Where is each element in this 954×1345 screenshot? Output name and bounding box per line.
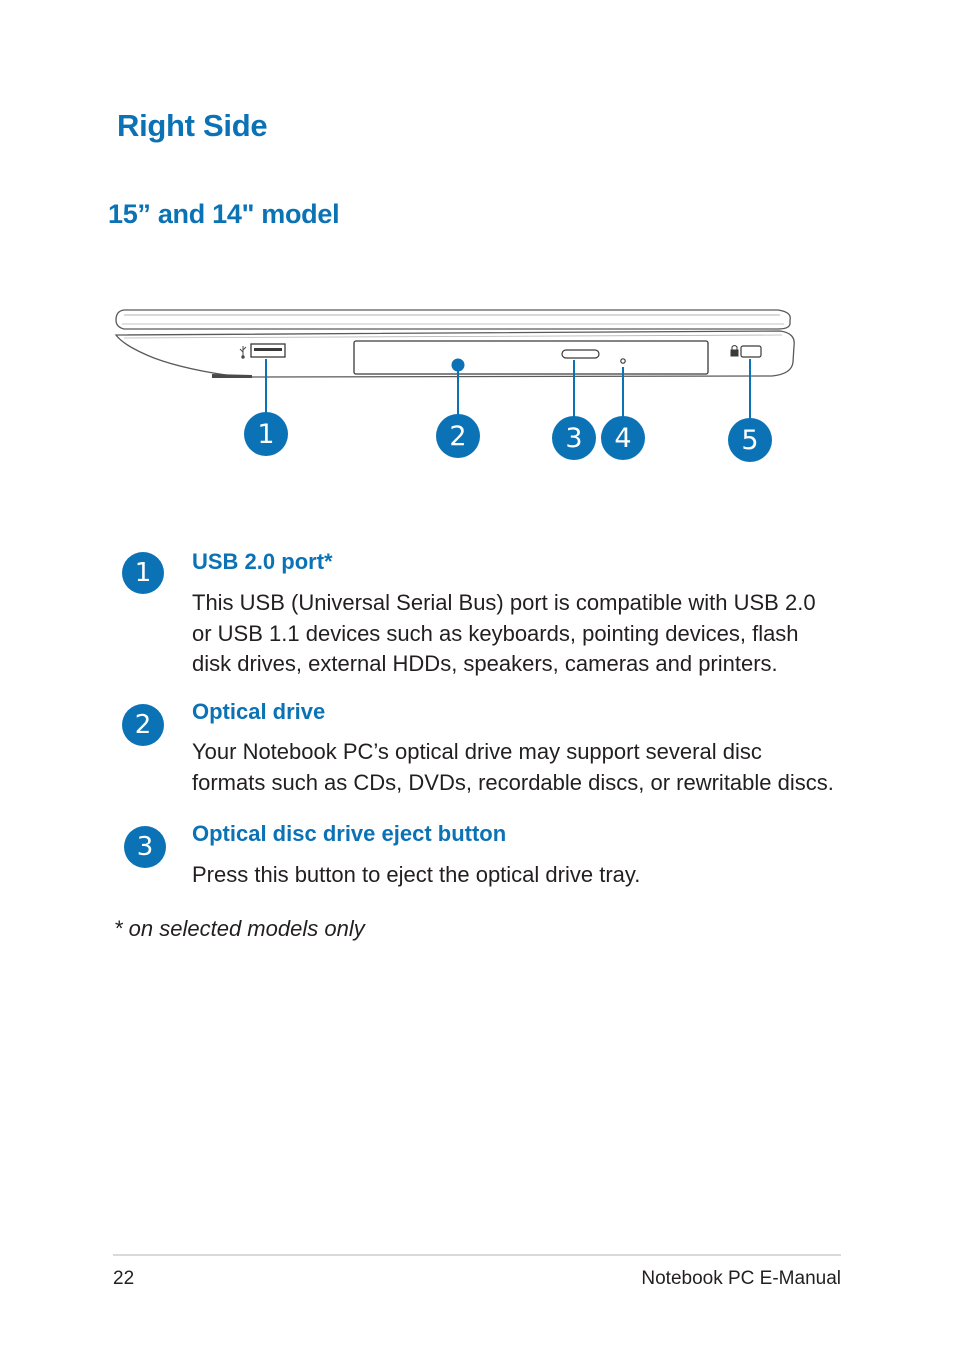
callout-5: 5 <box>728 418 772 462</box>
emergency-eject-hole <box>621 359 625 363</box>
item-badge-1: 1 <box>122 552 164 594</box>
laptop-lid <box>116 310 790 329</box>
page-title: Right Side <box>117 108 268 143</box>
kensington-lock-slot <box>741 346 761 357</box>
description-line: Your Notebook PC’s optical drive may support several disc <box>192 739 762 764</box>
footer-divider <box>113 1254 841 1256</box>
callout-2: 2 <box>436 414 480 458</box>
item-description-usb-port <box>192 588 852 680</box>
optical-drive-tray <box>354 341 708 374</box>
callout-4: 4 <box>601 416 645 460</box>
description-line: This USB (Universal Serial Bus) port is compatible with USB 2.0 <box>192 590 816 615</box>
description-line: Press this button to eject the optical drive tray. <box>192 862 641 887</box>
description-line: formats such as CDs, DVDs, recordable discs, or rewritable discs. <box>192 769 834 795</box>
item-title-eject-button: Optical disc drive eject button <box>192 821 507 846</box>
description-line: or USB 1.1 devices such as keyboards, pointing devices, flash <box>192 620 799 646</box>
callout-1: 1 <box>244 412 288 456</box>
eject-button-shape <box>562 350 599 358</box>
item-title-usb-port: USB 2.0 port* <box>192 549 333 574</box>
model-subtitle: 15” and 14" model <box>108 199 340 229</box>
footnote: * on selected models only <box>114 916 365 941</box>
laptop-right-side-diagram <box>0 290 954 480</box>
laptop-illustration <box>0 290 954 480</box>
item-badge-2: 2 <box>122 704 164 746</box>
item-description-eject-button <box>192 860 852 891</box>
manual-name: Notebook PC E-Manual <box>641 1268 841 1289</box>
page-number: 22 <box>113 1268 135 1289</box>
callout-3: 3 <box>552 416 596 460</box>
item-description-optical-drive <box>192 737 852 798</box>
description-line: disk drives, external HDDs, speakers, cameras and printers. <box>192 651 778 676</box>
item-title-optical-drive: Optical drive <box>192 699 326 724</box>
item-badge-3: 3 <box>124 826 166 868</box>
